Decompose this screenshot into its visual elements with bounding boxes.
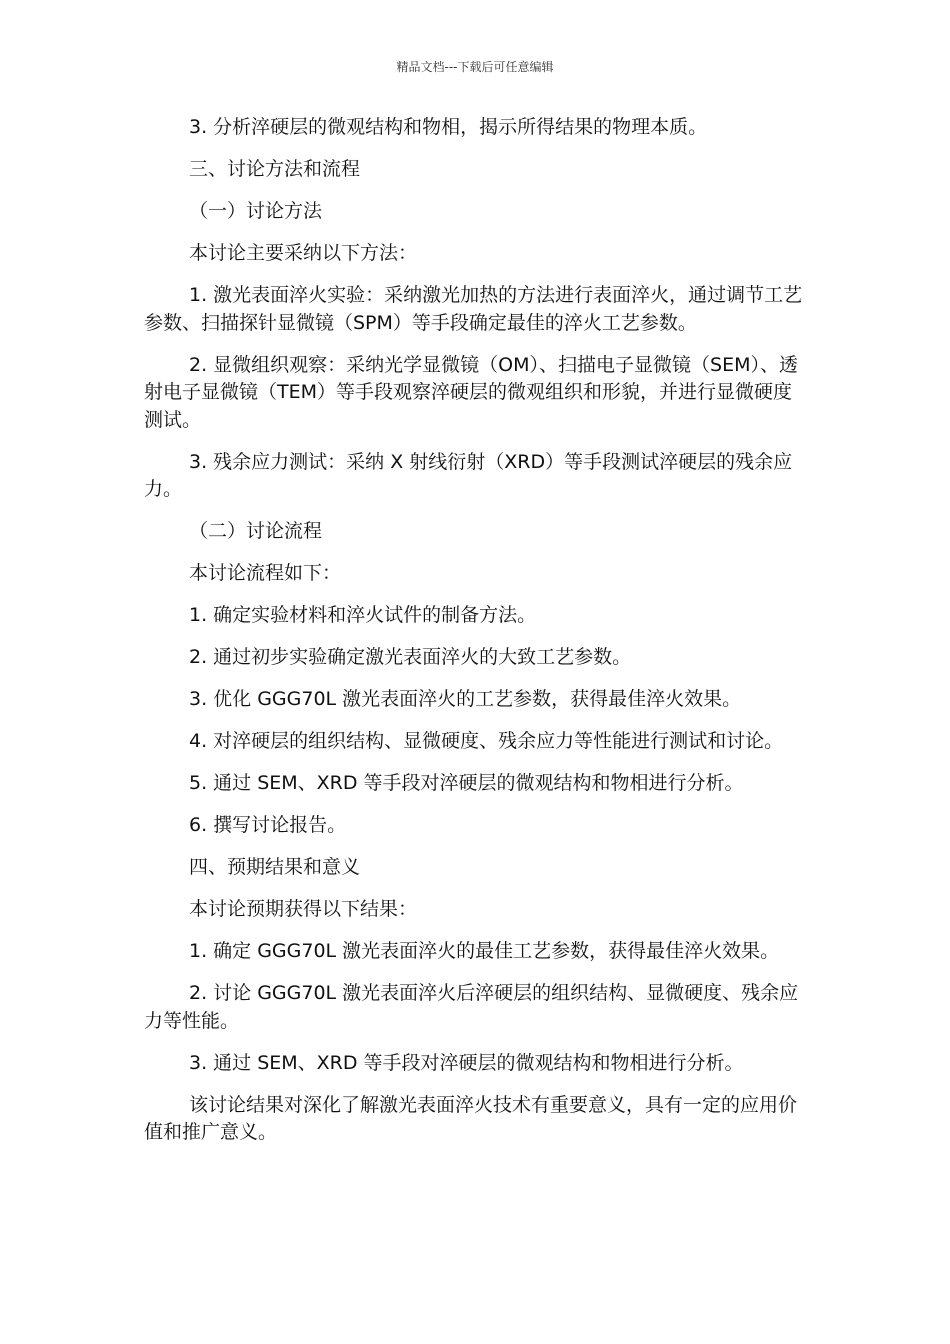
paragraph-procedure-step-6: 6. 撰写讨论报告。 [189, 814, 347, 836]
paragraph-result-3: 3. 通过 SEM、XRD 等手段对淬硬层的微观结构和物相进行分析。 [189, 1051, 744, 1074]
paragraph-method-residual-stress: 3. 残余应力测试：采纳 X 射线衍射（XRD）等手段测试淬硬层的残余应力。 [144, 450, 793, 500]
document-body [144, 114, 804, 1161]
paragraph-procedure-step-5: 5. 通过 SEM、XRD 等手段对淬硬层的微观结构和物相进行分析。 [189, 772, 744, 794]
paragraph-methods-intro: 本讨论主要采纳以下方法： [189, 242, 418, 264]
paragraph-results-intro: 本讨论预期获得以下结果： [189, 898, 418, 920]
paragraph-significance: 该讨论结果对深化了解激光表面淬火技术有重要意义，具有一定的应用价值和推广意义。 [144, 1093, 798, 1143]
paragraph-result-2: 2. 讨论 GGG70L 激光表面淬火后淬硬层的组织结构、显微硬度、残余应力等性能。 [144, 982, 799, 1032]
section-heading-expected-results: 四、预期结果和意义 [189, 856, 361, 878]
subsection-heading-methods: （一）讨论方法 [189, 200, 323, 222]
paragraph-analysis-goal: 3. 分析淬硬层的微观结构和物相，揭示所得结果的物理本质。 [189, 116, 708, 138]
paragraph-procedure-step-4: 4. 对淬硬层的组织结构、显微硬度、残余应力等性能进行测试和讨论。 [189, 730, 784, 752]
section-heading-methods: 三、讨论方法和流程 [189, 158, 361, 180]
paragraph-method-laser-quench: 1. 激光表面淬火实验：采纳激光加热的方法进行表面淬火，通过调节工艺参数、扫描探针显微镜（SPM）等手段确定最佳的淬火工艺参数。 [144, 284, 803, 334]
paragraph-procedure-step-1: 1. 确定实验材料和淬火试件的制备方法。 [189, 604, 537, 626]
page-header: 精品文档---下载后可任意编辑 [396, 60, 554, 74]
paragraph-method-microstructure: 2. 显微组织观察：采纳光学显微镜（OM）、扫描电子显微镜（SEM）、透射电子显微镜（TEM）等手段观察淬硬层的微观组织和形貌，并进行显微硬度测试。 [144, 353, 798, 431]
paragraph-procedure-step-2: 2. 通过初步实验确定激光表面淬火的大致工艺参数。 [189, 646, 632, 668]
paragraph-result-1: 1. 确定 GGG70L 激光表面淬火的最佳工艺参数，获得最佳淬火效果。 [189, 940, 780, 962]
paragraph-procedure-intro: 本讨论流程如下： [189, 562, 342, 584]
paragraph-procedure-step-3: 3. 优化 GGG70L 激光表面淬火的工艺参数，获得最佳淬火效果。 [189, 688, 742, 710]
subsection-heading-procedure: （二）讨论流程 [189, 520, 323, 542]
